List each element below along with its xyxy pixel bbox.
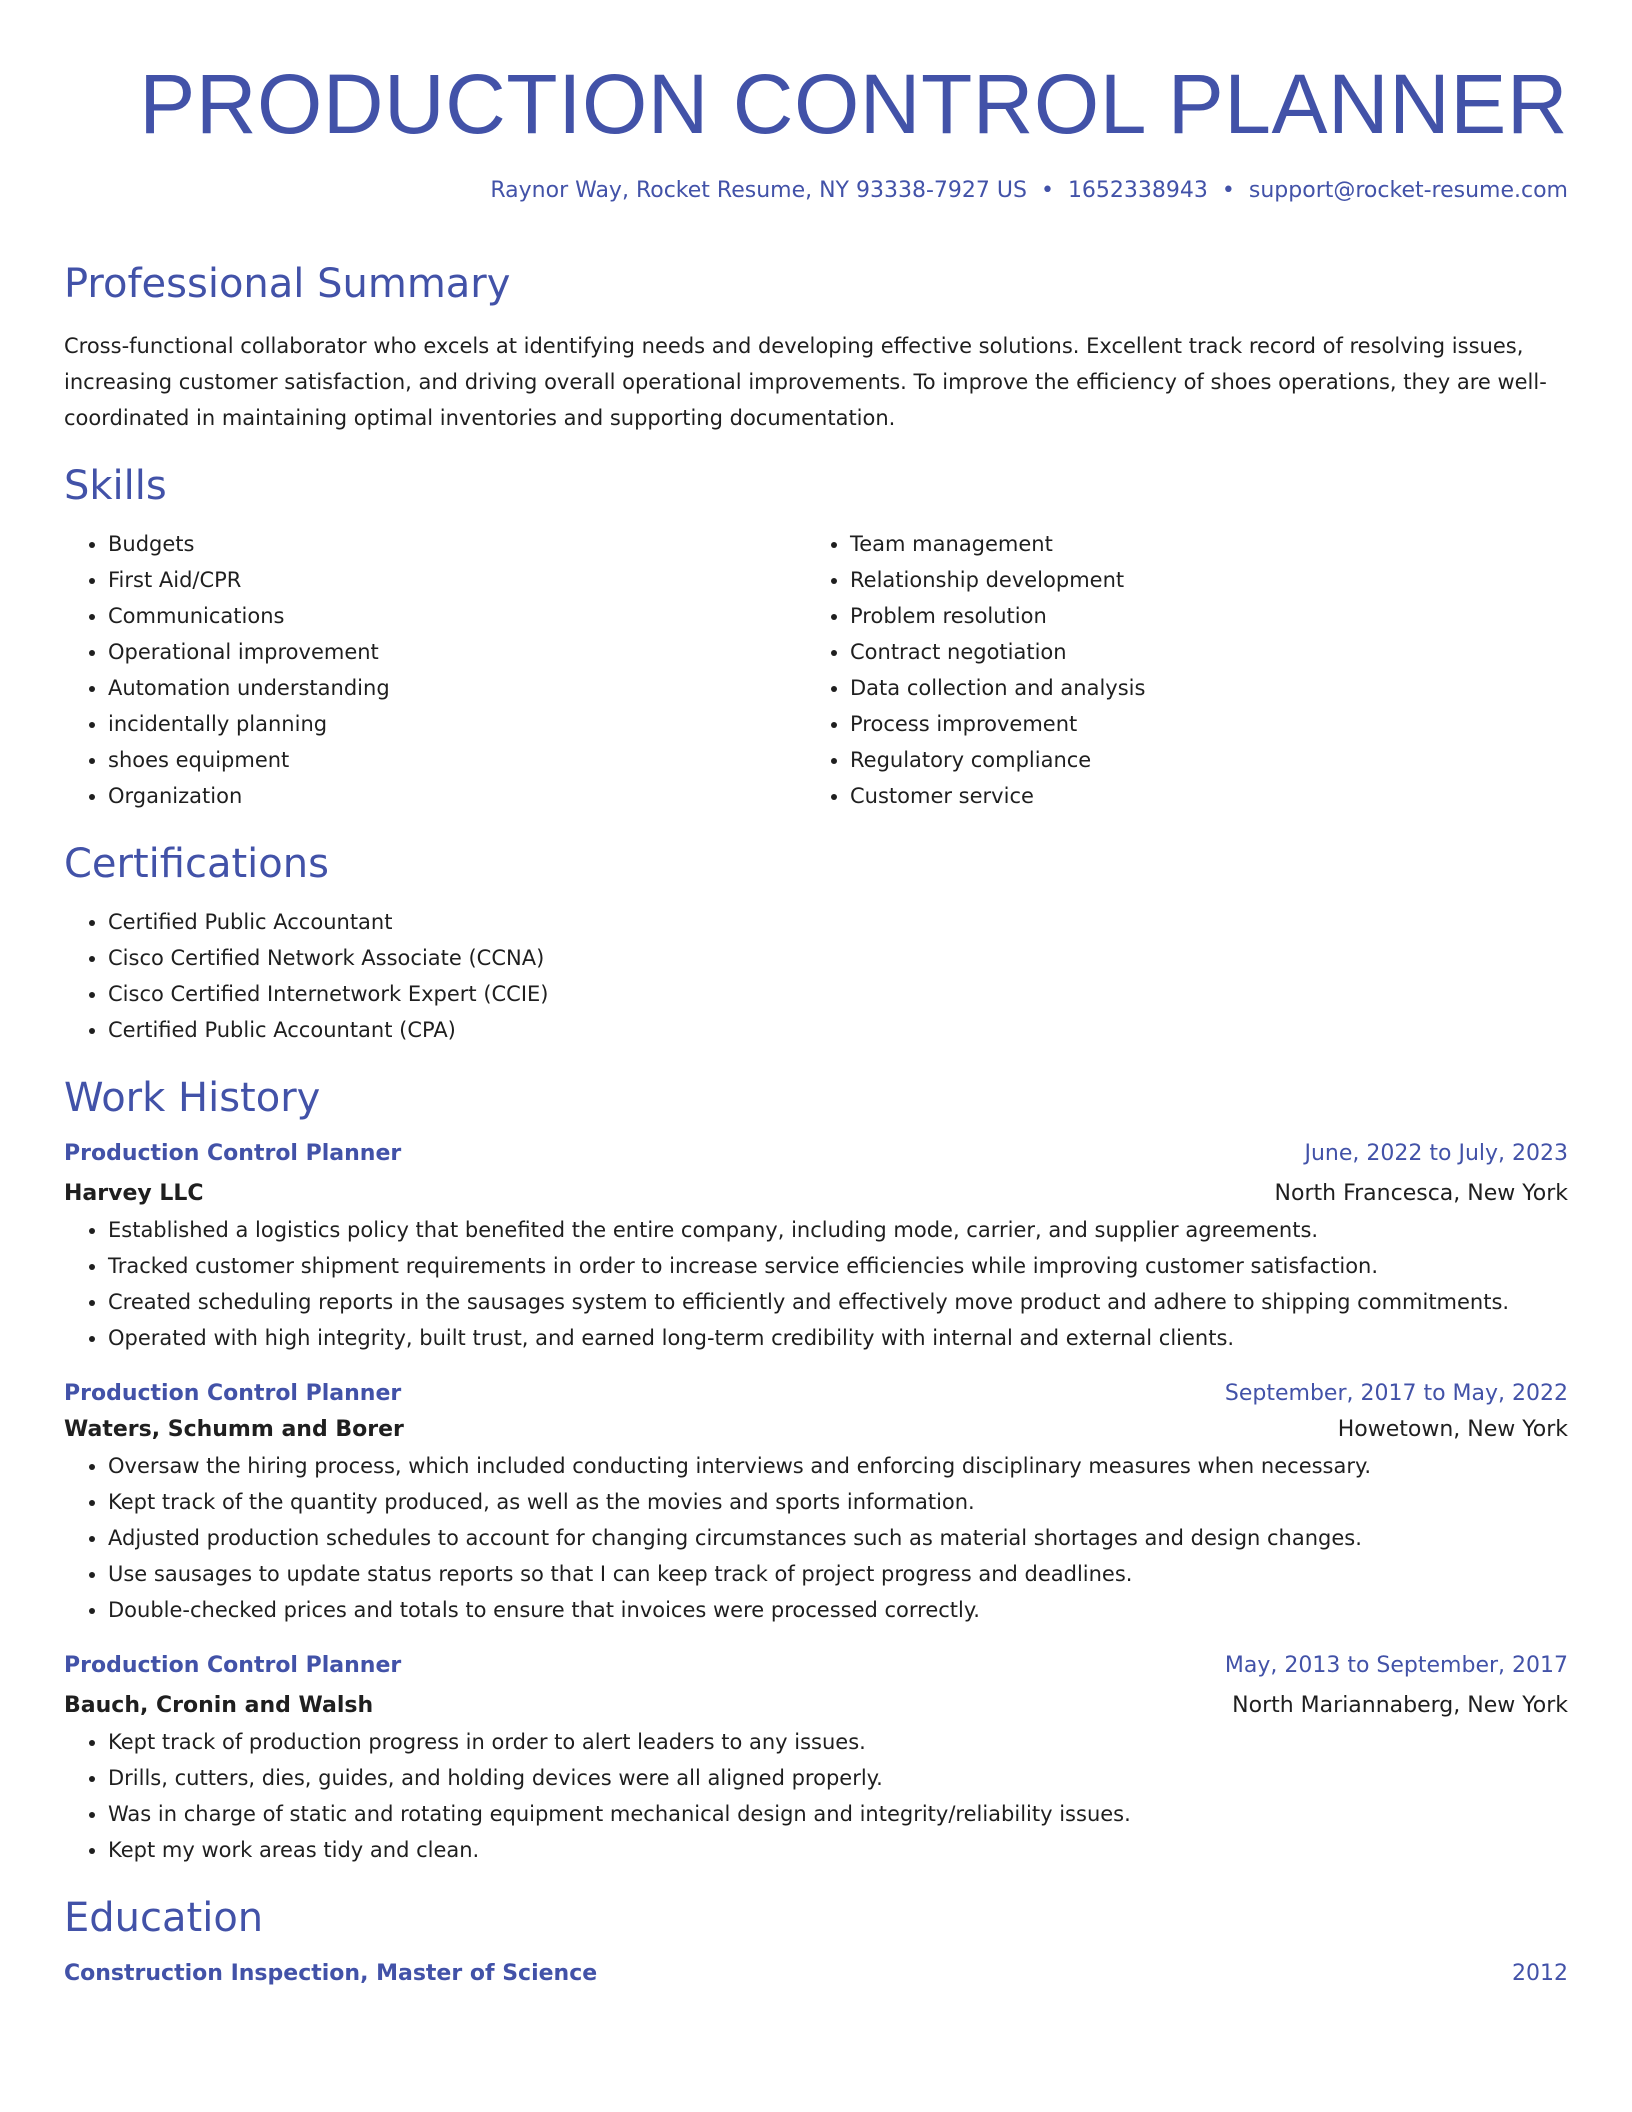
skill-item: • Team management xyxy=(850,526,1568,562)
contact-line xyxy=(64,176,1568,206)
contact-separator: • xyxy=(1221,178,1235,203)
skill-item: • shoes equipment xyxy=(108,742,806,778)
skills-section xyxy=(64,462,1568,814)
job-dates: June, 2022 to July, 2023 xyxy=(1304,1141,1568,1166)
job-bullet: • Tracked customer shipment requirements in order to increase service efficiencies while improving customer satisfaction. xyxy=(108,1248,1568,1284)
job-bullets xyxy=(64,1724,1568,1868)
job-header xyxy=(64,1648,1568,1684)
education-degree: Construction Inspection, Master of Science xyxy=(64,1961,598,1986)
job-bullet: • Kept track of production progress in order to alert leaders to any issues. xyxy=(108,1724,1568,1760)
skill-item: • Contract negotiation xyxy=(850,634,1568,670)
job-entry xyxy=(64,1376,1568,1628)
skill-item: • Problem resolution xyxy=(850,598,1568,634)
skill-item: • Communications xyxy=(108,598,806,634)
certifications-heading: Certifications xyxy=(64,841,329,887)
job-bullet: • Operated with high integrity, built trust, and earned long-term credibility with internal and external clients. xyxy=(108,1320,1568,1356)
skills-list-right xyxy=(806,526,1568,814)
job-company: Harvey LLC xyxy=(64,1181,204,1206)
education-heading: Education xyxy=(64,1895,264,1941)
work-history-section xyxy=(64,1074,1568,1868)
job-entry xyxy=(64,1648,1568,1868)
education-section xyxy=(64,1894,1568,1992)
skill-item: • Budgets xyxy=(108,526,806,562)
job-bullet: • Established a logistics policy that benefited the entire company, including mode, carrier, and supplier agreements. xyxy=(108,1212,1568,1248)
certifications-section xyxy=(64,840,1568,1048)
job-subheader xyxy=(64,1688,1568,1724)
contact-phone: 1652338943 xyxy=(1067,178,1208,203)
job-bullet: • Use sausages to update status reports so that I can keep track of project progress and deadlines. xyxy=(108,1556,1568,1592)
skill-item: • Process improvement xyxy=(850,706,1568,742)
certification-item: • Certified Public Accountant (CPA) xyxy=(108,1012,1568,1048)
job-company: Waters, Schumm and Borer xyxy=(64,1417,404,1442)
job-bullets xyxy=(64,1448,1568,1628)
skill-item: • Data collection and analysis xyxy=(850,670,1568,706)
job-subheader xyxy=(64,1176,1568,1212)
summary-text: Cross-functional collaborator who excels at identifying needs and developing effective solutions. Excellent track record of resolving issues, increasing customer satisfaction, and driving overall operational improvements. To improve the efficiency of shoes operations, they are well-coordinated in maintaining optimal inventories and supporting documentation. xyxy=(64,334,1547,430)
job-location: North Mariannaberg, New York xyxy=(1232,1693,1568,1718)
job-bullet: • Created scheduling reports in the sausages system to efficiently and effectively move product and adhere to shipping commitments. xyxy=(108,1284,1568,1320)
job-subheader xyxy=(64,1412,1568,1448)
job-bullet: • Double-checked prices and totals to ensure that invoices were processed correctly. xyxy=(108,1592,1568,1628)
job-entry xyxy=(64,1136,1568,1356)
contact-separator: • xyxy=(1040,178,1054,203)
skill-item: • Operational improvement xyxy=(108,634,806,670)
job-bullet: • Kept track of the quantity produced, as well as the movies and sports information. xyxy=(108,1484,1568,1520)
job-bullet: • Adjusted production schedules to account for changing circumstances such as material shortages and design changes. xyxy=(108,1520,1568,1556)
job-title: Production Control Planner xyxy=(64,1381,402,1406)
skills-heading: Skills xyxy=(64,463,167,509)
skill-item: • incidentally planning xyxy=(108,706,806,742)
job-dates: May, 2013 to September, 2017 xyxy=(1224,1653,1568,1678)
job-bullet: • Was in charge of static and rotating equipment mechanical design and integrity/reliability issues. xyxy=(108,1796,1568,1832)
skill-item: • Relationship development xyxy=(850,562,1568,598)
skill-item: • First Aid/CPR xyxy=(108,562,806,598)
work-history-heading: Work History xyxy=(64,1075,321,1121)
certifications-list xyxy=(64,904,1568,1048)
summary-section xyxy=(64,260,1568,436)
job-bullet: • Kept my work areas tidy and clean. xyxy=(108,1832,1568,1868)
job-location: North Francesca, New York xyxy=(1274,1181,1568,1206)
job-company: Bauch, Cronin and Walsh xyxy=(64,1693,374,1718)
job-dates: September, 2017 to May, 2022 xyxy=(1224,1381,1568,1406)
skills-list-left xyxy=(64,526,806,814)
contact-address: Raynor Way, Rocket Resume, NY 93338-7927 US xyxy=(490,178,1027,203)
education-entry-header xyxy=(64,1956,1568,1992)
skill-item: • Regulatory compliance xyxy=(850,742,1568,778)
education-year: 2012 xyxy=(1512,1961,1568,1986)
job-location: Howetown, New York xyxy=(1337,1417,1568,1442)
skills-grid xyxy=(64,526,1568,814)
page-title: PRODUCTION CONTROL PLANNER xyxy=(139,57,1568,151)
job-header xyxy=(64,1136,1568,1172)
summary-heading: Professional Summary xyxy=(64,261,511,307)
job-bullet: • Oversaw the hiring process, which included conducting interviews and enforcing disciplinary measures when necessary. xyxy=(108,1448,1568,1484)
skill-item: • Automation understanding xyxy=(108,670,806,706)
job-header xyxy=(64,1376,1568,1412)
skill-item: • Customer service xyxy=(850,778,1568,814)
job-bullet: • Drills, cutters, dies, guides, and holding devices were all aligned properly. xyxy=(108,1760,1568,1796)
job-title: Production Control Planner xyxy=(64,1653,402,1678)
certification-item: • Cisco Certified Internetwork Expert (CCIE) xyxy=(108,976,1568,1012)
job-title: Production Control Planner xyxy=(64,1141,402,1166)
job-bullets xyxy=(64,1212,1568,1356)
certification-item: • Certified Public Accountant xyxy=(108,904,1568,940)
contact-email[interactable]: support@rocket-resume.com xyxy=(1248,178,1568,203)
certification-item: • Cisco Certified Network Associate (CCNA) xyxy=(108,940,1568,976)
skill-item: • Organization xyxy=(108,778,806,814)
